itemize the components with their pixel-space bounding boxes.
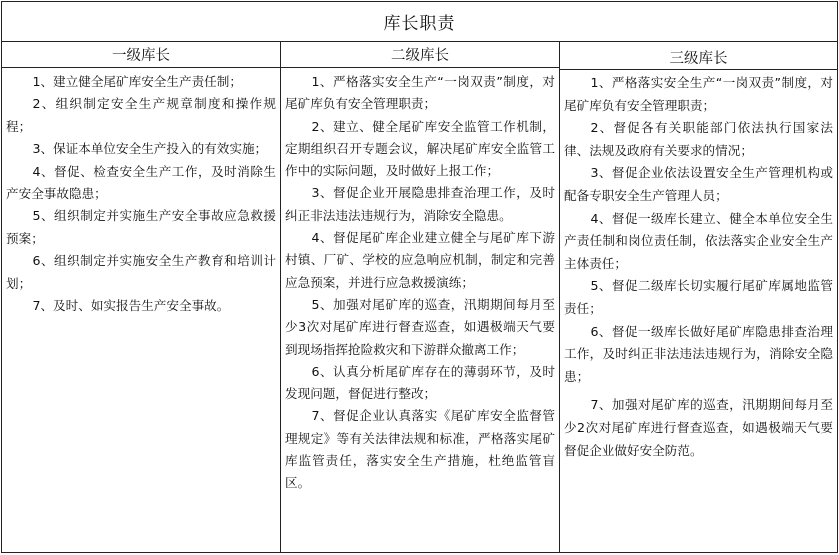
duty-item: 2、督促各有关职能部门依法执行国家法律、法规及政府有关要求的情况； [564,120,833,158]
duty-item: 3、保证本单位安全生产投入的有效实施； [32,141,268,157]
column-header: 二级库长 [281,42,559,68]
duty-item: 1、建立健全尾矿库安全生产责任制； [32,74,242,89]
column-body [281,68,559,495]
column-level-2 [281,42,560,552]
duty-item: 7、及时、如实报告生产安全事故。 [32,298,230,314]
duty-item: 3、督促企业开展隐患排查治理工作，及时纠正非法违法违规行为，消除安全隐患。 [285,185,555,223]
duty-item: 4、督促尾矿库企业建立健全与尾矿库下游村镇、厂矿、学校的应急响应机制，制定和完善应急预案，并进行应急救援演练； [285,230,555,290]
duty-table [1,1,838,553]
column-level-1 [2,42,281,552]
duty-item: 7、加强对尾矿库的巡查，汛期期间每月至少2次对尾矿库进行督查巡查，如遇极端天气要督促企业做好安全防范。 [564,397,833,458]
column-header: 一级库长 [2,42,280,68]
duty-item: 6、督促一级库长做好尾矿库隐患排查治理工作，及时纠正非法违法违规行为，消除安全隐患； [564,323,833,384]
duty-item: 5、组织制定并实施生产安全事故应急救援预案； [6,208,276,246]
duty-item: 5、加强对尾矿库的巡查，汛期期间每月至少3次对尾矿库进行督查巡查，如遇极端天气要到现场指挥抢险救灾和下游群众撤离工作； [285,296,555,357]
duty-item: 1、严格落实安全生产“一岗双责”制度，对尾矿库负有安全管理职责； [285,74,555,112]
duty-item: 6、认真分析尾矿库存在的薄弱环节，及时发现问题，督促进行整改； [285,363,555,402]
table-title: 库长职责 [2,2,837,42]
duty-item: 2、组织制定安全生产规章制度和操作规程； [6,96,276,134]
duty-item: 6、组织制定并实施安全生产教育和培训计划； [6,253,276,291]
column-level-3 [560,42,837,552]
column-body [2,68,280,317]
duty-item: 1、严格落实安全生产“一岗双责”制度，对尾矿库负有安全管理职责； [564,75,833,113]
column-body [560,70,837,462]
table-columns [2,42,837,552]
column-header: 三级库长 [560,42,837,70]
duty-item: 7、督促企业认真落实《尾矿库安全监督管理规定》等有关法律法规和标准，严格落实尾矿库监管责任，落实安全生产措施，杜绝监管盲区。 [285,408,555,491]
duty-item: 4、督促一级库长建立、健全本单位安全生产责任制和岗位责任制，依法落实企业安全生产主体责任； [564,210,833,271]
duty-item: 2、建立、健全尾矿库安全监管工作机制，定期组织召开专题会议，解决尾矿库安全监管工作中的实际问题，及时做好上报工作； [285,118,555,179]
duty-item: 4、督促、检查安全生产工作，及时消除生产安全事故隐患； [6,163,276,202]
duty-item: 5、督促二级库长切实履行尾矿库属地监管责任； [564,278,833,316]
duty-item: 3、督促企业依法设置安全生产管理机构或配备专职安全生产管理人员； [564,165,833,203]
